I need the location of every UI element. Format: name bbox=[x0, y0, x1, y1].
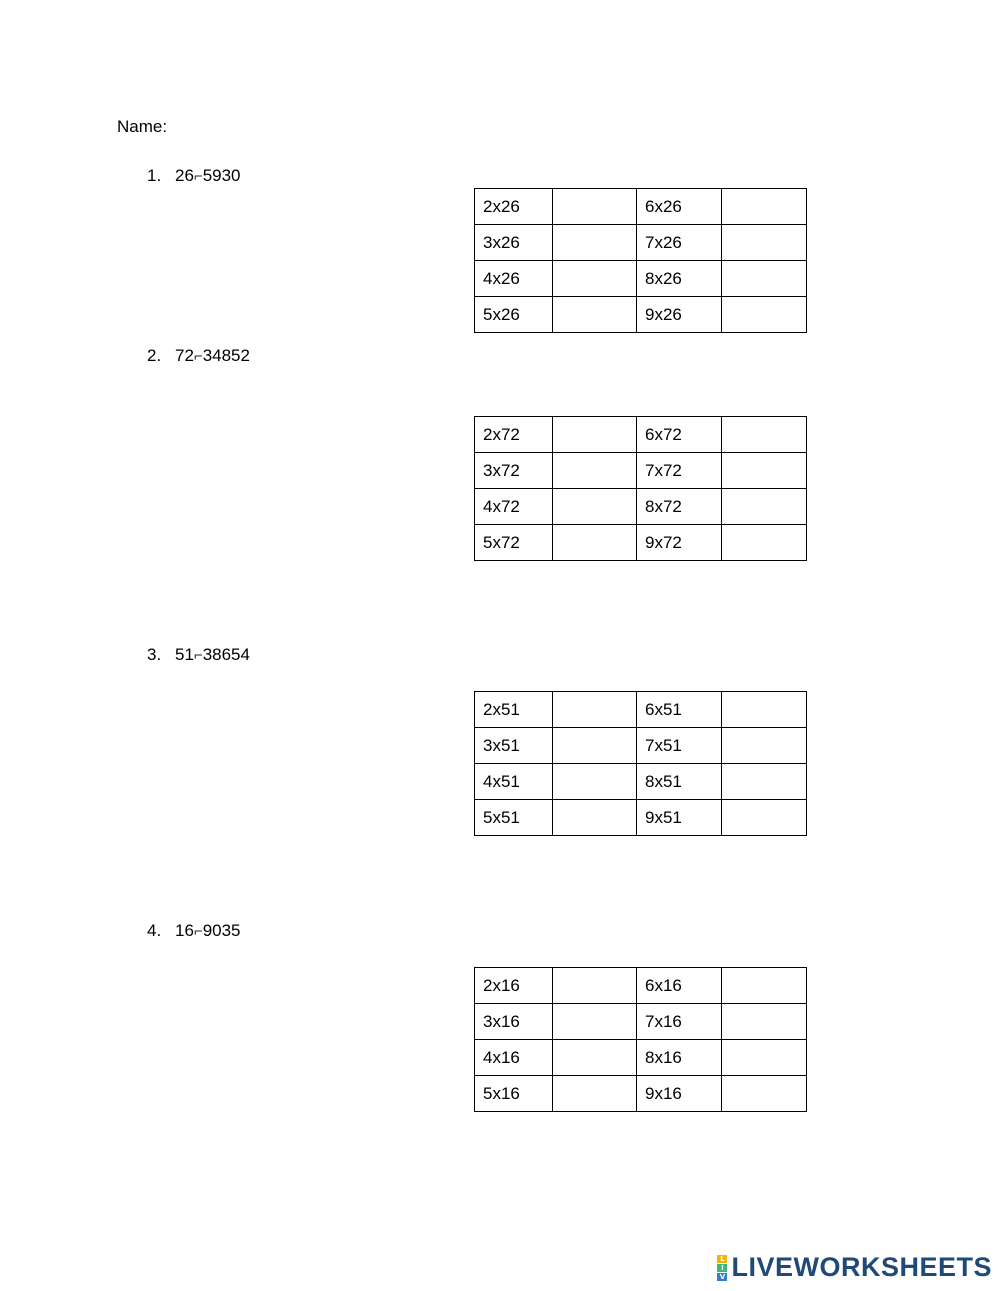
problem-3 bbox=[147, 645, 250, 665]
answer-cell[interactable] bbox=[722, 417, 807, 453]
table-row bbox=[475, 1040, 807, 1076]
multiple-label: 5x26 bbox=[475, 297, 553, 333]
answer-cell[interactable] bbox=[722, 1004, 807, 1040]
table-row bbox=[475, 1076, 807, 1112]
answer-cell[interactable] bbox=[553, 261, 637, 297]
division-bracket: ⌐ bbox=[193, 647, 203, 664]
answer-cell[interactable] bbox=[722, 764, 807, 800]
problem-number: 1. bbox=[147, 166, 162, 185]
multiple-label: 5x51 bbox=[475, 800, 553, 836]
table-row bbox=[475, 525, 807, 561]
multiple-label: 3x26 bbox=[475, 225, 553, 261]
problem-2 bbox=[147, 346, 250, 366]
dividend: 9035 bbox=[202, 921, 241, 940]
liveworksheets-logo[interactable] bbox=[717, 1252, 992, 1283]
multiples-table-1 bbox=[474, 188, 807, 333]
division-bracket: ⌐ bbox=[193, 348, 203, 365]
answer-cell[interactable] bbox=[722, 1040, 807, 1076]
problem-number: 3. bbox=[147, 645, 162, 664]
multiple-label: 3x51 bbox=[475, 728, 553, 764]
answer-cell[interactable] bbox=[553, 692, 637, 728]
multiple-label: 6x72 bbox=[637, 417, 722, 453]
multiple-label: 4x72 bbox=[475, 489, 553, 525]
problem-number: 2. bbox=[147, 346, 162, 365]
multiple-label: 6x26 bbox=[637, 189, 722, 225]
table-row bbox=[475, 297, 807, 333]
table-row bbox=[475, 189, 807, 225]
table-row bbox=[475, 728, 807, 764]
multiple-label: 7x51 bbox=[637, 728, 722, 764]
answer-cell[interactable] bbox=[722, 800, 807, 836]
logo-blocks-icon bbox=[717, 1255, 727, 1281]
multiple-label: 4x26 bbox=[475, 261, 553, 297]
answer-cell[interactable] bbox=[553, 225, 637, 261]
multiple-label: 2x51 bbox=[475, 692, 553, 728]
division-bracket: ⌐ bbox=[193, 168, 203, 185]
answer-cell[interactable] bbox=[553, 1076, 637, 1112]
answer-cell[interactable] bbox=[722, 261, 807, 297]
problem-1 bbox=[147, 166, 241, 186]
answer-cell[interactable] bbox=[553, 189, 637, 225]
answer-cell[interactable] bbox=[553, 297, 637, 333]
multiples-table-2 bbox=[474, 416, 807, 561]
multiple-label: 4x16 bbox=[475, 1040, 553, 1076]
table-row bbox=[475, 453, 807, 489]
answer-cell[interactable] bbox=[553, 525, 637, 561]
problem-4 bbox=[147, 921, 241, 941]
answer-cell[interactable] bbox=[553, 764, 637, 800]
multiples-table-3 bbox=[474, 691, 807, 836]
answer-cell[interactable] bbox=[722, 453, 807, 489]
answer-cell[interactable] bbox=[553, 417, 637, 453]
divisor: 51 bbox=[175, 645, 194, 664]
multiple-label: 5x72 bbox=[475, 525, 553, 561]
answer-cell[interactable] bbox=[553, 1040, 637, 1076]
answer-cell[interactable] bbox=[553, 453, 637, 489]
answer-cell[interactable] bbox=[722, 189, 807, 225]
answer-cell[interactable] bbox=[553, 800, 637, 836]
multiple-label: 8x51 bbox=[637, 764, 722, 800]
answer-cell[interactable] bbox=[722, 297, 807, 333]
multiple-label: 5x16 bbox=[475, 1076, 553, 1112]
logo-block: V bbox=[717, 1273, 727, 1281]
answer-cell[interactable] bbox=[553, 728, 637, 764]
multiple-label: 9x72 bbox=[637, 525, 722, 561]
name-label: Name: bbox=[117, 117, 168, 136]
multiples-table-4 bbox=[474, 967, 807, 1112]
divisor: 26 bbox=[175, 166, 194, 185]
multiple-label: 9x16 bbox=[637, 1076, 722, 1112]
answer-cell[interactable] bbox=[553, 1004, 637, 1040]
table-row bbox=[475, 225, 807, 261]
multiple-label: 6x51 bbox=[637, 692, 722, 728]
answer-cell[interactable] bbox=[722, 692, 807, 728]
table-row bbox=[475, 968, 807, 1004]
table-row bbox=[475, 800, 807, 836]
multiple-label: 7x72 bbox=[637, 453, 722, 489]
division-bracket: ⌐ bbox=[193, 923, 203, 940]
multiple-label: 9x26 bbox=[637, 297, 722, 333]
table-row bbox=[475, 764, 807, 800]
table-row bbox=[475, 261, 807, 297]
divisor: 72 bbox=[175, 346, 194, 365]
multiple-label: 3x72 bbox=[475, 453, 553, 489]
multiple-label: 4x51 bbox=[475, 764, 553, 800]
logo-text: LIVEWORKSHEETS bbox=[731, 1252, 992, 1282]
multiple-label: 2x16 bbox=[475, 968, 553, 1004]
answer-cell[interactable] bbox=[722, 489, 807, 525]
multiple-label: 8x26 bbox=[637, 261, 722, 297]
multiple-label: 8x72 bbox=[637, 489, 722, 525]
answer-cell[interactable] bbox=[722, 1076, 807, 1112]
answer-cell[interactable] bbox=[722, 728, 807, 764]
dividend: 38654 bbox=[202, 645, 250, 664]
dividend: 34852 bbox=[202, 346, 250, 365]
multiple-label: 6x16 bbox=[637, 968, 722, 1004]
multiple-label: 7x16 bbox=[637, 1004, 722, 1040]
answer-cell[interactable] bbox=[722, 968, 807, 1004]
logo-block: L bbox=[717, 1255, 727, 1263]
multiple-label: 7x26 bbox=[637, 225, 722, 261]
multiple-label: 2x26 bbox=[475, 189, 553, 225]
multiple-label: 9x51 bbox=[637, 800, 722, 836]
answer-cell[interactable] bbox=[722, 525, 807, 561]
multiple-label: 3x16 bbox=[475, 1004, 553, 1040]
table-row bbox=[475, 692, 807, 728]
answer-cell[interactable] bbox=[553, 968, 637, 1004]
answer-cell[interactable] bbox=[722, 225, 807, 261]
multiple-label: 8x16 bbox=[637, 1040, 722, 1076]
table-row bbox=[475, 489, 807, 525]
problem-number: 4. bbox=[147, 921, 162, 940]
table-row bbox=[475, 417, 807, 453]
answer-cell[interactable] bbox=[553, 489, 637, 525]
divisor: 16 bbox=[175, 921, 194, 940]
table-row bbox=[475, 1004, 807, 1040]
logo-block: I bbox=[717, 1264, 727, 1272]
dividend: 5930 bbox=[202, 166, 241, 185]
multiple-label: 2x72 bbox=[475, 417, 553, 453]
